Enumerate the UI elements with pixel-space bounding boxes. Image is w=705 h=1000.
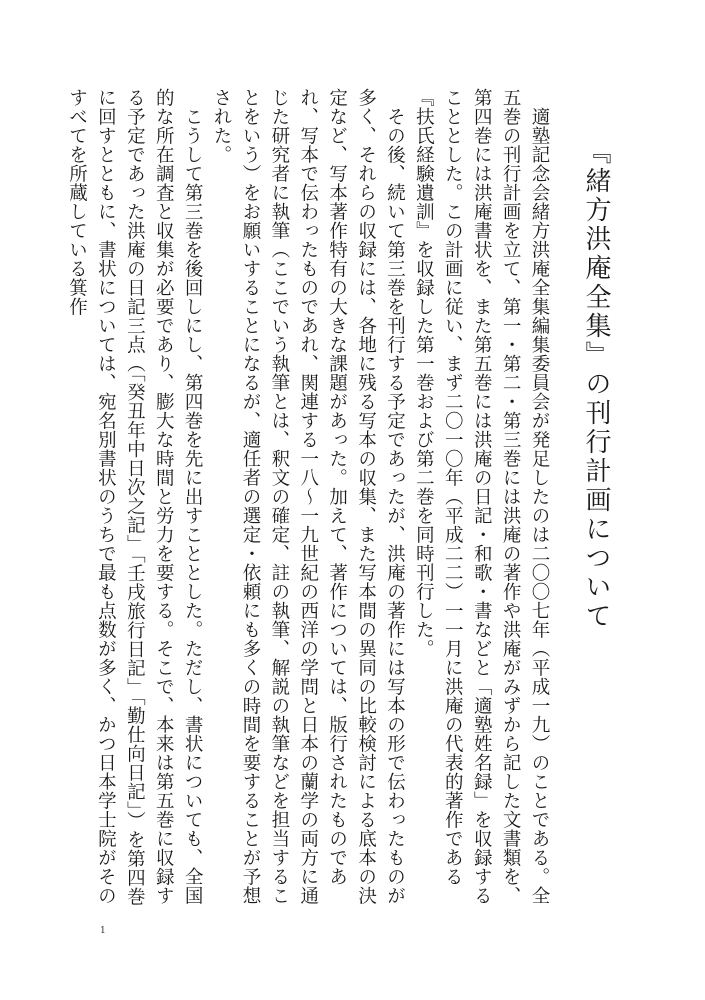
body-text: [66, 88, 553, 908]
paragraph-1: 適塾記念会緒方洪庵全集編集委員会が発足したのは二〇〇七年（平成一九）のことである。全五巻の刊行計画を立て、第一・第二・第三巻には洪庵の著作や洪庵がみずから記した文書類を、第四巻には洪庵書状を、また第五巻には洪庵の日記・和歌・書などと「適塾姓名録」を収録することとした。この計画に従い、まず二〇一〇年（平成二二）一一月に洪庵の代表的著作である『扶氏経験遺訓』を収録した第一巻および第二巻を同時刊行した。: [413, 88, 550, 905]
paragraph-3: こうして第三巻を後回しにし、第四巻を先に出すこととした。ただし、書状についても、全国的な所在調査と収集が必要であり、膨大な時間と労力を要する。そこで、本来は第五巻に収録する予定であった洪庵の日記三点（「癸丑年中日次之記」「壬戌旅行日記」「勤仕向日記」）を第四巻に回すとともに、書状については、宛名別書状のうちで最も点数が多く、かつ日本学士院がそのすべてを所蔵している箕作: [66, 88, 204, 906]
page-number: 1: [100, 926, 106, 936]
page-title: 『緒方洪庵全集』の刊行計画について: [581, 138, 611, 631]
paragraph-2: その後、続いて第三巻を刊行する予定であったが、洪庵の著作には写本の形で伝わったものが多く、それらの収録には、各地に残る写本の収集、また写本間の異同の比較検討による底本の決定など、写本著作特有の大きな課題があった。加えて、著作については、版行されたものであれ、写本で伝わったものであれ、関連する一八～一九世紀の西洋の学問と日本の蘭学の両方に通じた研究者に執筆（ここでいう執筆とは、釈文の確定、註の執筆、解説の執筆などを担当することをいう）をお願いすることになるが、適任者の選定・依頼にも多くの時間を要することが予想された。: [211, 88, 406, 905]
